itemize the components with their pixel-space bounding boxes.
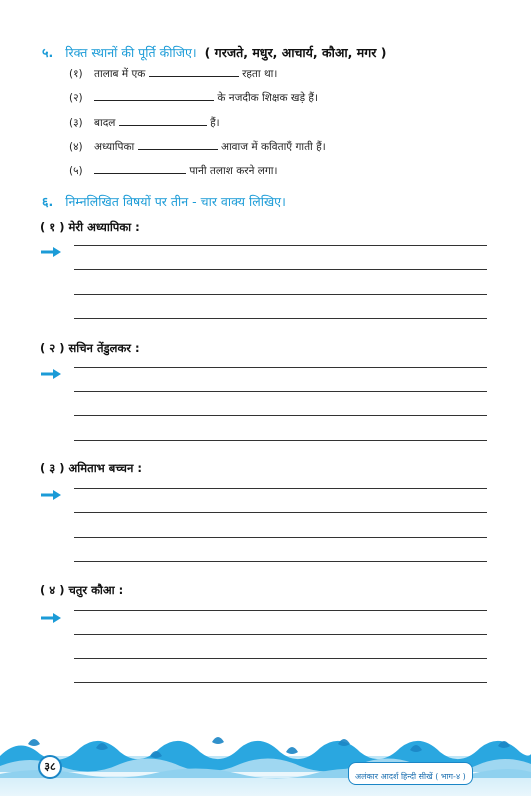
item-text-before: अध्यापिका	[94, 141, 135, 153]
fill-item-1	[69, 66, 277, 81]
writing-line[interactable]	[74, 391, 487, 392]
blank-line[interactable]	[94, 90, 214, 101]
question-5-number: ५.	[42, 45, 54, 60]
writing-line[interactable]	[74, 634, 487, 635]
writing-line[interactable]	[74, 488, 487, 489]
question-5-title	[42, 44, 386, 61]
arrow-right-icon	[40, 612, 62, 624]
item-number: (३)	[69, 117, 83, 129]
item-text-after: हैं।	[210, 117, 220, 129]
writing-line[interactable]	[74, 367, 487, 368]
writing-line[interactable]	[74, 610, 487, 611]
writing-line[interactable]	[74, 682, 487, 683]
blank-line[interactable]	[119, 115, 207, 126]
fill-item-3	[69, 115, 220, 130]
question-6-title	[42, 193, 286, 210]
page-number: ३८	[44, 760, 56, 773]
writing-line[interactable]	[74, 415, 487, 416]
item-text-before: तालाब में एक	[94, 68, 146, 80]
item-text-after: के नजदीक शिक्षक खड़े हैं।	[217, 92, 318, 104]
blank-line[interactable]	[94, 163, 186, 174]
topic-4-label: ( ४ ) चतुर कौआ :	[40, 583, 124, 597]
item-number: (२)	[69, 92, 83, 104]
arrow-right-icon	[40, 246, 62, 258]
item-number: (१)	[69, 68, 83, 80]
footer-wave-decoration	[0, 726, 531, 796]
writing-line[interactable]	[74, 658, 487, 659]
writing-line[interactable]	[74, 318, 487, 319]
topic-3-label: ( ३ ) अमिताभ बच्चन :	[40, 461, 142, 475]
writing-line[interactable]	[74, 537, 487, 538]
item-number: (५)	[69, 165, 83, 177]
item-text-before: बादल	[94, 117, 116, 129]
item-text-after: पानी तलाश करने लगा।	[189, 165, 278, 177]
writing-line[interactable]	[74, 269, 487, 270]
book-title: अलंकार आदर्श हिन्दी सीखें ( भाग-४ )	[355, 772, 466, 781]
blank-line[interactable]	[138, 139, 218, 150]
writing-line[interactable]	[74, 294, 487, 295]
arrow-right-icon	[40, 368, 62, 380]
fill-item-2	[69, 90, 318, 105]
writing-line[interactable]	[74, 512, 487, 513]
question-6-number: ६.	[42, 194, 54, 209]
topic-1-label: ( १ ) मेरी अध्यापिका :	[40, 220, 140, 234]
page-number-badge	[38, 755, 62, 779]
fill-item-4	[69, 139, 326, 154]
writing-line[interactable]	[74, 561, 487, 562]
item-text-after: आवाज में कविताएँ गाती हैं।	[220, 141, 326, 153]
writing-line[interactable]	[74, 245, 487, 246]
writing-line[interactable]	[74, 440, 487, 441]
item-number: (४)	[69, 141, 83, 153]
topic-2-label: ( २ ) सचिन तेंडुलकर :	[40, 341, 140, 355]
blank-line[interactable]	[149, 66, 239, 77]
question-6-instruction: निम्नलिखित विषयों पर तीन - चार वाक्य लिखिए।	[65, 194, 286, 209]
book-title-tag	[348, 762, 473, 785]
item-text-after: रहता था।	[242, 68, 278, 80]
fill-item-5	[69, 163, 277, 178]
question-5-word-bank: ( गरजते, मधुर, आचार्य, कौआ, मगर )	[204, 45, 387, 60]
question-5-instruction: रिक्त स्थानों की पूर्ति कीजिए।	[65, 45, 197, 60]
arrow-right-icon	[40, 489, 62, 501]
